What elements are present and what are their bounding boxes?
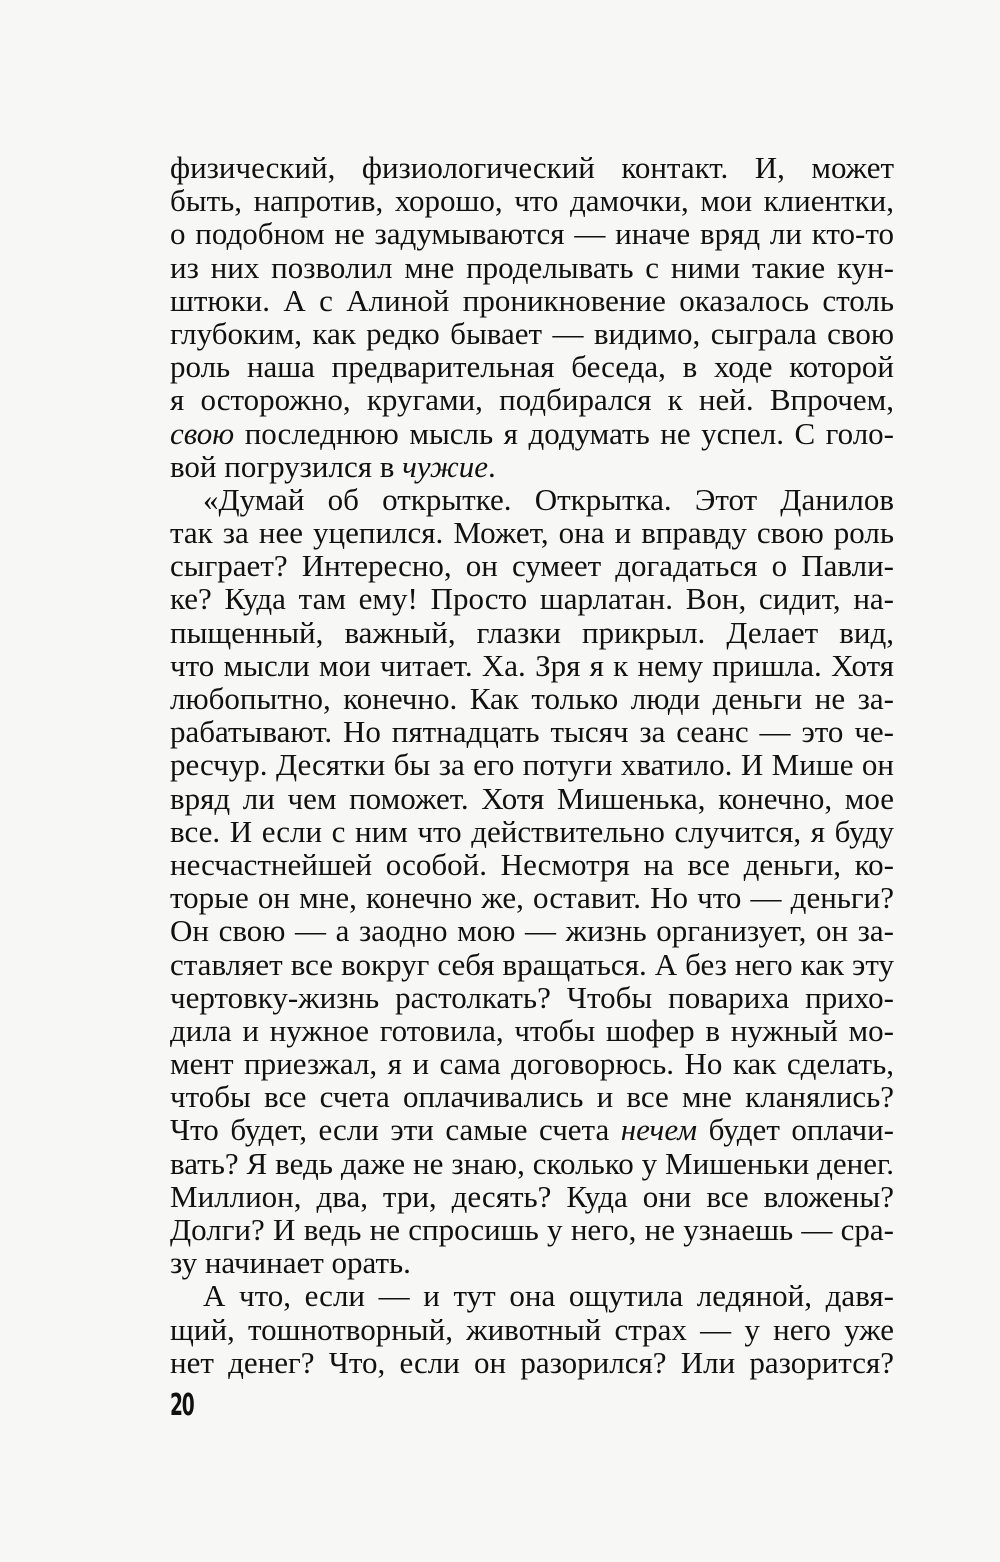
text-segment: Миллион, два, три, десять? Куда они все вложены?: [170, 1178, 894, 1214]
text-segment: .: [488, 448, 496, 484]
text-segment: штюки. А с Алиной проникновение оказалось столь: [170, 282, 894, 318]
text-segment: будет оплачи-: [697, 1112, 894, 1148]
text-segment: я осторожно, кругами, подбирался к ней. Впрочем,: [170, 382, 894, 418]
text-line: [170, 782, 894, 815]
text-segment: ресчур. Десятки бы за его потуги хватило. И Мише он: [170, 747, 894, 783]
text-segment: из них позволил мне проделывать с ними такие кун-: [170, 249, 894, 285]
text-segment: торые он мне, конечно же, оставит. Но что — деньги?: [170, 880, 894, 916]
text-segment: вряд ли чем поможет. Хотя Мишенька, конечно, мое: [170, 780, 894, 816]
text-segment: рабатывают. Но пятнадцать тысяч за сеанс — это че-: [170, 714, 894, 750]
text-segment: быть, напротив, хорошо, что дамочки, мои клиентки,: [170, 183, 894, 219]
text-line: [170, 715, 894, 748]
italic-text: нечем: [620, 1112, 698, 1148]
text-line: [170, 914, 894, 947]
text-segment: глубоким, как редко бывает — видимо, сыграла свою: [170, 315, 894, 351]
text-line: [170, 549, 894, 582]
text-line: [170, 1246, 894, 1279]
text-segment: Он свою — а заодно мою — жизнь организует, он за-: [170, 913, 894, 949]
text-segment: что мысли мои читает. Ха. Зря я к нему пришла. Хотя: [170, 647, 894, 683]
text-segment: пыщенный, важный, глазки прикрыл. Делает вид,: [170, 614, 894, 650]
text-line: [170, 217, 894, 250]
text-line: [170, 516, 894, 549]
text-line: [170, 184, 894, 217]
text-segment: щий, тошнотворный, животный страх — у него уже: [170, 1311, 894, 1347]
italic-text: свою: [170, 415, 235, 451]
text-segment: мент приезжал, я и сама договорюсь. Но как сделать,: [170, 1046, 894, 1082]
italic-text: чужие: [402, 448, 488, 484]
text-segment: так за нее уцепился. Может, она и вправду свою роль: [170, 515, 894, 551]
text-line: [170, 748, 894, 781]
text-line: [170, 317, 894, 350]
text-line: [170, 1080, 894, 1113]
text-line: [170, 284, 894, 317]
text-line: [170, 1213, 894, 1246]
text-segment: зу начинает орать.: [170, 1245, 411, 1281]
text-line: [170, 251, 894, 284]
text-line: [170, 450, 894, 483]
text-segment: ставляет все вокруг себя вращаться. А без него как эту: [170, 946, 894, 982]
text-line: [170, 848, 894, 881]
text-line: [170, 1047, 894, 1080]
page-number: 20: [170, 1388, 194, 1423]
text-segment: вать? Я ведь даже не знаю, сколько у Мишеньки денег.: [170, 1145, 894, 1181]
text-line: [170, 582, 894, 615]
text-segment: ке? Куда там ему! Просто шарлатан. Вон, сидит, на-: [170, 581, 894, 617]
text-line: [170, 1279, 894, 1312]
text-line: [170, 483, 894, 516]
text-segment: все. И если с ним что действительно случится, я буду: [170, 813, 894, 849]
text-segment: дила и нужное готовила, чтобы шофер в нужный мо-: [170, 1012, 894, 1048]
text-line: [170, 616, 894, 649]
text-segment: нет денег? Что, если он разорился? Или разорится?: [170, 1344, 894, 1380]
text-line: [170, 815, 894, 848]
text-line: [170, 1346, 894, 1379]
text-line: [170, 682, 894, 715]
text-line: [170, 981, 894, 1014]
text-line: [170, 1180, 894, 1213]
body-text: [170, 151, 894, 1379]
text-segment: сыграет? Интересно, он сумеет догадаться о Павли-: [170, 548, 894, 584]
text-line: [170, 151, 894, 184]
text-line: [170, 881, 894, 914]
text-line: [170, 1313, 894, 1346]
text-segment: роль наша предварительная беседа, в ходе которой: [170, 349, 894, 385]
text-segment: А что, если — и тут она ощутила ледяной, давя-: [203, 1278, 894, 1314]
text-line: [170, 383, 894, 416]
text-segment: вой погрузился в: [170, 448, 403, 484]
text-segment: физический, физиологический контакт. И, может: [170, 150, 894, 185]
text-line: [170, 649, 894, 682]
text-line: [170, 417, 894, 450]
text-line: [170, 1014, 894, 1047]
text-segment: чтобы все счета оплачивались и все мне кланялись?: [170, 1079, 894, 1115]
text-line: [170, 948, 894, 981]
text-segment: чертовку-жизнь растолкать? Чтобы повариха прихо-: [170, 979, 894, 1015]
text-line: [170, 1147, 894, 1180]
text-segment: «Думай об открытке. Открытка. Этот Данилов: [203, 481, 894, 517]
text-segment: Долги? И ведь не спросишь у него, не узнаешь — сра-: [170, 1212, 894, 1247]
text-line: [170, 350, 894, 383]
text-line: [170, 1113, 894, 1146]
text-segment: несчастнейшей особой. Несмотря на все деньги, ко-: [170, 846, 894, 882]
text-segment: любопытно, конечно. Как только люди деньги не за-: [170, 681, 894, 716]
text-segment: последнюю мысль я додумать не успел. С голо-: [234, 415, 894, 451]
text-segment: о подобном не задумываются — иначе вряд ли кто-то: [170, 216, 894, 252]
text-segment: Что будет, если эти самые счета: [170, 1112, 621, 1148]
